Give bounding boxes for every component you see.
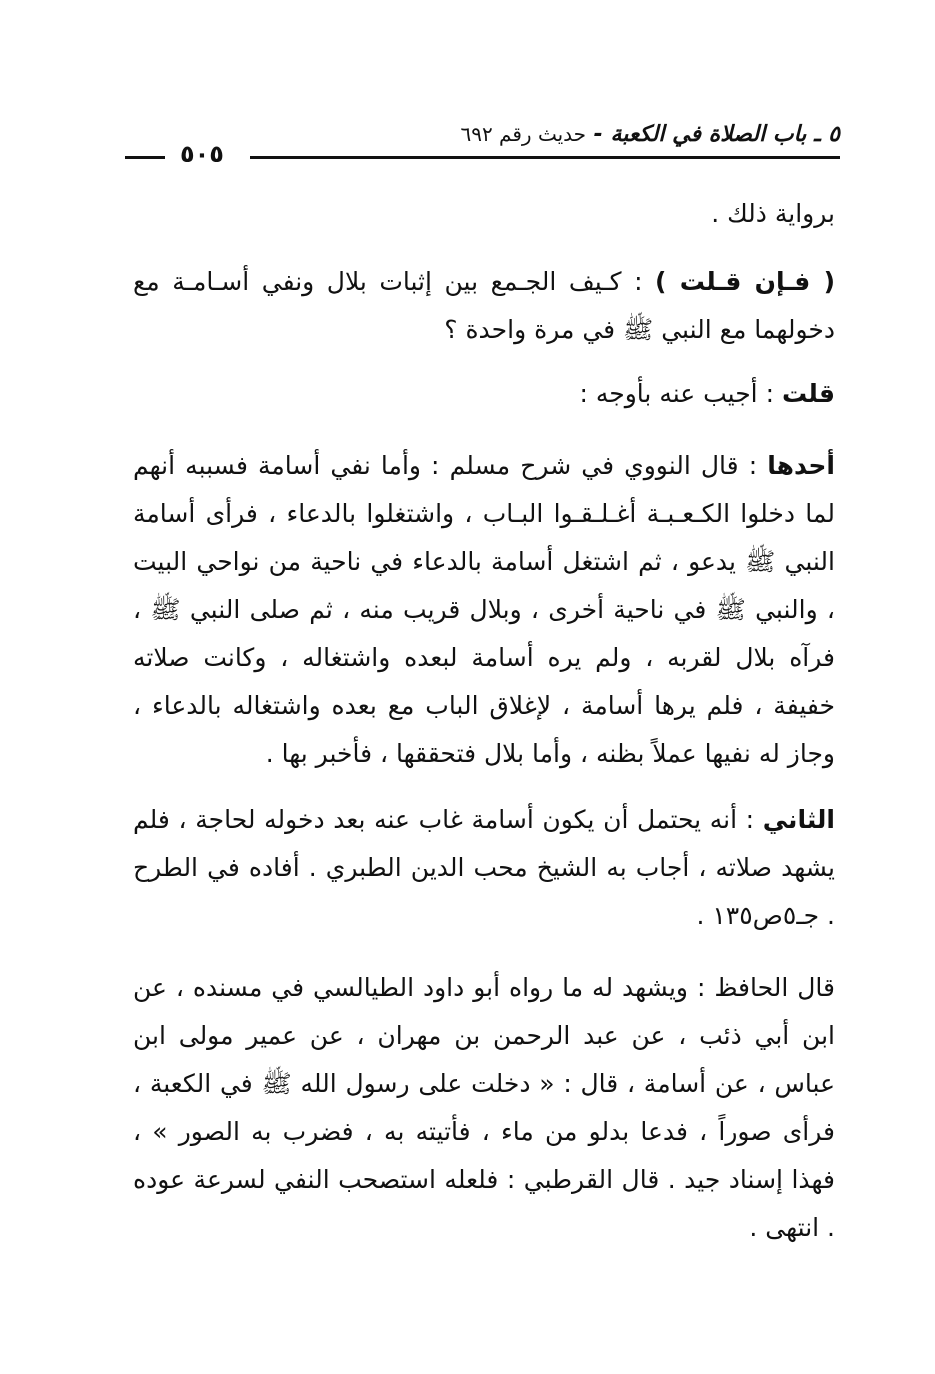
paragraph-answer [133,370,835,418]
page-number: ٥٠٥ [180,140,224,168]
paragraph-continuation: برواية ذلك . [711,199,835,228]
first-reason-label: أحدها [767,451,835,480]
question-text: : كـيف الجـمع بين إثبات بلال ونفي أسـامـة مع دخولهما مع النبي ﷺ في مرة واحدة ؟ [133,267,835,344]
paragraph-second-reason [133,796,835,940]
running-title [460,122,840,147]
answer-text: : أجيب عنه بأوجه : [579,379,774,408]
second-reason-text: : أنه يحتمل أن يكون أسامة غاب عنه بعد دخوله لحاجة ، فلم يشهد صلاته ، أجاب به الشيخ محب الدين الطبري . أفاده في الطرح . جـ٥ص١٣٥ . [133,805,835,930]
second-reason-label: الثاني [762,805,835,834]
chapter-title: ٥ ـ باب الصلاة في الكعبة [610,122,840,147]
page-body [133,190,835,1252]
title-separator: - [586,122,611,147]
question-label: ( فـإن قـلت ) [655,267,836,296]
answer-label: قلت [781,379,835,408]
hadith-number: حديث رقم ٦٩٢ [460,122,587,146]
first-reason-text: : قال النووي في شرح مسلم : وأما نفي أسامة فسببه أنهم لما دخلوا الكـعـبـة أغـلـقـوا البـاب ، واشتغلوا بالدعاء ، فرأى أسامة النبي ﷺ يدعو ، ثم اشتغل أسامة بالدعاء في ناحية من نواحي البيت ، والنبي ﷺ في ناحية أخرى ، وبلال قريب منه ، ثم صلى النبي ﷺ ، فرآه بلال لقربه ، ولم يره أسامة لبعده واشتغاله ، وكانت صلاته خفيفة ، فلم يرها أسامة ، لإغلاق الباب مع بعده واشتغاله بالدعاء ، وجاز له نفيها عملاً بظنه ، وأما بلال فتحققها ، فأخبر بها . [133,451,835,768]
header-rule [250,156,840,159]
header-rule-short [125,156,165,159]
paragraph-hafiz: قال الحافظ : ويشهد له ما رواه أبو داود الطيالسي في مسنده ، عن ابن أبي ذئب ، عن عبد الرحمن بن مهران ، عن عمير مولى ابن عباس ، عن أسامة ، قال : « دخلت على رسول الله ﷺ في الكعبة ، فرأى صوراً ، فدعا بدلو من ماء ، فأتيته به ، فضرب به الصور » ، فهذا إسناد جيد . قال القرطبي : فلعله استصحب النفي لسرعة عوده . انتهى . [133,973,835,1242]
paragraph-question [133,258,835,354]
paragraph-first-reason [133,442,835,778]
page-header [125,118,840,178]
